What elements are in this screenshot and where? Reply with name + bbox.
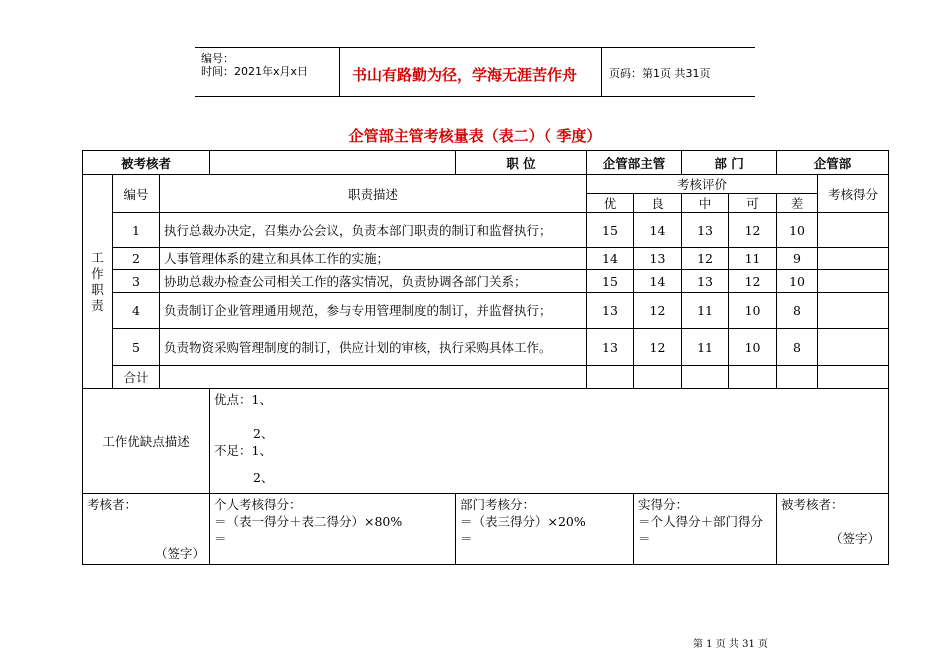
duty-no: 1	[113, 213, 160, 248]
total-row	[83, 366, 889, 389]
score-good: 12	[634, 329, 682, 366]
personal-formula: ＝（表一得分＋表二得分）×80%	[214, 514, 403, 529]
duty-row	[83, 270, 889, 293]
duty-row	[83, 293, 889, 329]
col-desc: 职责描述	[160, 175, 587, 213]
score-input-cell[interactable]	[818, 213, 889, 248]
score-good: 14	[634, 213, 682, 248]
score-fair: 12	[729, 270, 777, 293]
reviewer-label: 考核者：	[87, 497, 138, 512]
cons-1: 不足：1、	[214, 443, 272, 458]
score-poor: 10	[777, 213, 818, 248]
col-no: 编号	[113, 175, 160, 213]
header-top-rule	[195, 47, 755, 48]
duty-row	[83, 248, 889, 270]
motto: 书山有路勤为径，学海无涯苦作舟	[352, 66, 578, 84]
review-content[interactable]	[210, 389, 889, 494]
total-score-cell[interactable]	[818, 366, 889, 389]
score-fair: 11	[729, 248, 777, 270]
score-good: 13	[634, 248, 682, 270]
reviewer-sign: （签字）	[154, 546, 205, 561]
examinee-sign-cell[interactable]	[777, 494, 889, 565]
score-poor: 8	[777, 293, 818, 329]
cons-1-blank	[214, 459, 884, 469]
review-label: 工作优缺点描述	[83, 389, 210, 494]
score-fair: 12	[729, 213, 777, 248]
score-medium: 12	[682, 248, 729, 270]
page-info: 页码：第1页 共31页	[609, 67, 711, 80]
score-medium: 13	[682, 213, 729, 248]
column-header-row	[83, 175, 889, 194]
examinee-label: 被考核者	[83, 151, 210, 175]
duty-desc: 协助总裁办检查公司相关工作的落实情况，负责协调各部门关系；	[160, 270, 587, 293]
pros-1: 优点：1、	[214, 392, 272, 407]
evaluation-table	[82, 150, 889, 565]
review-row	[83, 389, 889, 494]
dept-score-cell[interactable]	[456, 494, 634, 565]
grade-good: 良	[634, 194, 682, 213]
code-label: 编号：	[201, 52, 234, 65]
actual-formula: ＝个人得分＋部门得分	[638, 514, 764, 529]
time-label: 时间：2021年x月x日	[201, 65, 309, 78]
duty-no: 3	[113, 270, 160, 293]
score-excellent: 13	[587, 293, 634, 329]
grade-excellent: 优	[587, 194, 634, 213]
score-poor: 10	[777, 270, 818, 293]
total-good-cell	[634, 366, 682, 389]
score-excellent: 13	[587, 329, 634, 366]
page-footer: 第 1 页 共 31 页	[693, 639, 768, 650]
score-medium: 11	[682, 293, 729, 329]
position-value: 企管部主管	[587, 151, 682, 175]
dept-value: 企管部	[777, 151, 889, 175]
dept-label: 部 门	[682, 151, 777, 175]
score-medium: 13	[682, 270, 729, 293]
col-eval: 考核评价	[587, 175, 818, 194]
duty-no: 4	[113, 293, 160, 329]
score-good: 14	[634, 270, 682, 293]
grade-poor: 差	[777, 194, 818, 213]
dept-score-formula: ＝（表三得分）×20%	[460, 514, 586, 529]
grade-fair: 可	[729, 194, 777, 213]
personal-score-cell[interactable]	[210, 494, 456, 565]
header-divider-right	[601, 47, 602, 96]
section-label-duties: 工 作 职 责	[83, 175, 113, 389]
dept-score-label: 部门考核分：	[460, 497, 536, 512]
pros-1-blank	[214, 408, 884, 425]
personal-eq: ＝	[214, 531, 227, 546]
score-input-cell[interactable]	[818, 248, 889, 270]
score-medium: 11	[682, 329, 729, 366]
score-fair: 10	[729, 329, 777, 366]
actual-eq: ＝	[638, 531, 651, 546]
duty-row	[83, 329, 889, 366]
col-score: 考核得分	[818, 175, 889, 213]
score-excellent: 15	[587, 270, 634, 293]
form-title: 企管部主管考核量表（表二）（ 季度）	[348, 127, 602, 145]
duty-desc: 负责制订企业管理通用规范，参与专用管理制度的制订，并监督执行；	[160, 293, 587, 329]
total-poor-cell	[777, 366, 818, 389]
total-fair-cell	[729, 366, 777, 389]
header-divider-left	[339, 47, 340, 96]
total-desc-cell	[160, 366, 587, 389]
score-excellent: 15	[587, 213, 634, 248]
signature-row	[83, 494, 889, 565]
grade-medium: 中	[682, 194, 729, 213]
duty-no: 5	[113, 329, 160, 366]
total-medium-cell	[682, 366, 729, 389]
total-label: 合计	[113, 366, 160, 389]
personal-label: 个人考核得分：	[214, 497, 302, 512]
duty-no: 2	[113, 248, 160, 270]
score-input-cell[interactable]	[818, 329, 889, 366]
duty-desc: 负责物资采购管理制度的制订，供应计划的审核，执行采购具体工作。	[160, 329, 587, 366]
duty-desc: 人事管理体系的建立和具体工作的实施；	[160, 248, 587, 270]
score-excellent: 14	[587, 248, 634, 270]
examinee-name-cell[interactable]	[210, 151, 456, 175]
header-bottom-rule	[195, 96, 755, 97]
examinee-sign: （签字）	[830, 531, 881, 546]
total-excellent-cell	[587, 366, 634, 389]
score-poor: 8	[777, 329, 818, 366]
actual-score-cell[interactable]	[634, 494, 777, 565]
position-label: 职 位	[456, 151, 587, 175]
duty-row	[83, 213, 889, 248]
duty-desc: 执行总裁办决定，召集办公会议，负责本部门职责的制订和监督执行；	[160, 213, 587, 248]
score-fair: 10	[729, 293, 777, 329]
score-input-cell[interactable]	[818, 270, 889, 293]
actual-label: 实得分：	[638, 497, 689, 512]
dept-score-eq: ＝	[460, 531, 473, 546]
score-good: 12	[634, 293, 682, 329]
info-row	[83, 151, 889, 175]
examinee-sign-label: 被考核者：	[781, 497, 844, 512]
cons-2: 2、	[253, 470, 274, 485]
reviewer-cell[interactable]	[83, 494, 210, 565]
pros-2: 2、	[253, 426, 274, 441]
score-input-cell[interactable]	[818, 293, 889, 329]
score-poor: 9	[777, 248, 818, 270]
